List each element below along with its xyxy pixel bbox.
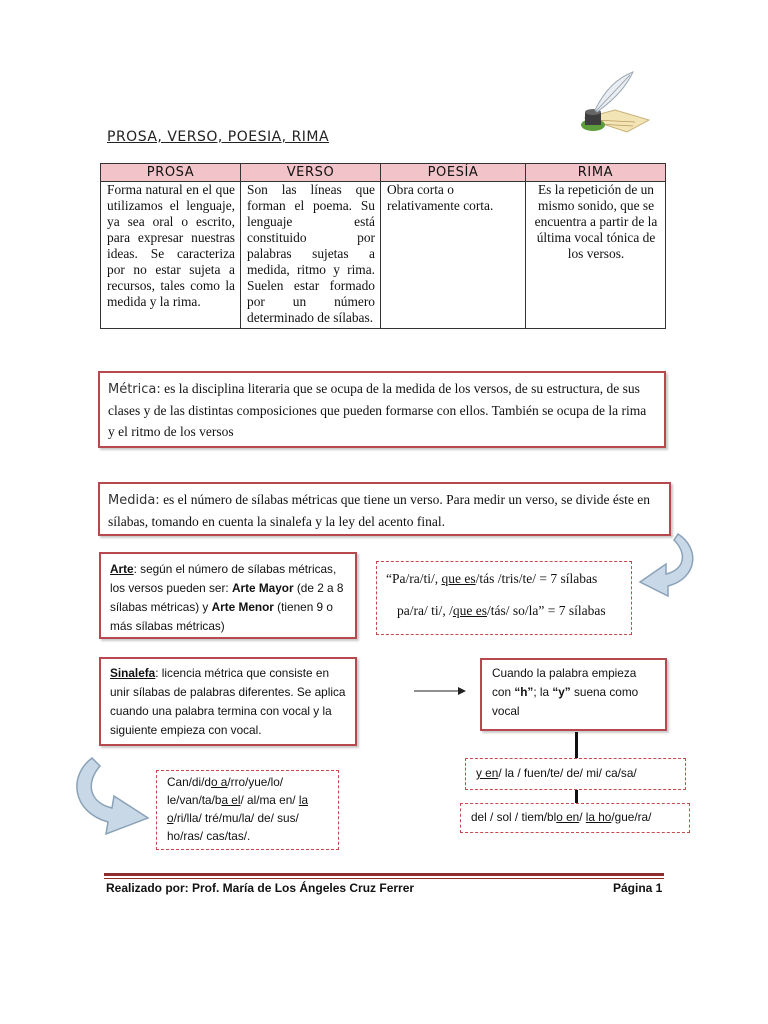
curved-arrow-icon: [66, 752, 154, 838]
sinalefa-text: : licencia métrica que consiste en unir sílabas de palabras diferentes. Se aplica cuando una palabra termina con vocal y la siguiente empieza con vocal.: [110, 666, 346, 737]
connector-line: [575, 732, 578, 760]
arte-text-1: : según el número de sílabas métricas, los versos pueden ser:: [110, 562, 337, 595]
arte-text-3: (tienen 9 o más sílabas métricas): [110, 600, 333, 633]
medida-box: [98, 482, 671, 536]
sinalefa-box: [99, 657, 357, 746]
header-prosa: PROSA: [101, 164, 241, 182]
measure-example-box: [376, 561, 632, 635]
footer-page-number: Página 1: [613, 881, 663, 895]
arte-term: Arte: [110, 562, 134, 576]
cell-rima: Es la repetición de un mismo sonido, que se encuentra a partir de la última vocal tónica de los versos.: [526, 182, 666, 329]
definitions-table: [100, 163, 666, 329]
arte-mayor: Arte Mayor: [231, 581, 294, 595]
page-title: PROSA, VERSO, POESIA, RIMA: [107, 129, 330, 145]
measure-line-1: “Pa/ra/ti/, que es/tás /tris/te/ = 7 sílabas: [386, 571, 598, 586]
header-poesia: POESÍA: [381, 164, 526, 182]
medida-text: es el número de sílabas métricas que tiene un verso. Para medir un verso, se divide éste en sílabas, tomando en cuenta la sinalefa y la ley del acento final.: [108, 492, 651, 529]
arte-menor: Arte Menor: [211, 600, 274, 614]
header-rima: RIMA: [526, 164, 666, 182]
arte-box: [99, 552, 357, 639]
footer-divider: [104, 873, 664, 876]
cell-poesia: Obra corta o relativamente corta.: [381, 182, 526, 329]
cell-verso: Son las líneas que forman el poema. Su lenguaje está constituido por palabras sujetas a medida, ritmo y rima. Suelen estar formado por un número determinado de sílabas.: [241, 182, 381, 329]
table-header-row: [101, 164, 666, 182]
measure-line-2: pa/ra/ ti/, /que es/tás/ so/la” = 7 sílabas: [397, 603, 606, 618]
table-row: [101, 182, 666, 329]
sinalefa-example-box: Can/di/do a/rro/yue/lo/ le/van/ta/ba el/ al/ma en/ la o/ri/lla/ tré/mu/la/ de/ sus/ ho/ras/ cas/tas/.: [156, 770, 339, 850]
metrica-term: Métrica:: [108, 382, 161, 397]
y-letter: “y”: [552, 685, 571, 699]
metrica-box: [98, 371, 666, 448]
sinalefa-term: Sinalefa: [110, 666, 156, 680]
cell-prosa: Forma natural en el que utilizamos el lenguaje, ya sea oral o escrito, para expresar nuestras ideas. Se caracteriza por no estar sujeta a recursos, tales como la medida y la rima.: [101, 182, 241, 329]
footer-divider: [104, 878, 664, 879]
quill-ink-illustration: [575, 70, 655, 145]
medida-term: Medida:: [108, 493, 160, 508]
right-arrow-icon: [414, 685, 466, 697]
metrica-text: es la disciplina literaria que se ocupa de la medida de los versos, de su estructura, de sus clases y de las distintas composiciones que pueden formarse con ellos. También se ocupa de la rima y el ritmo de los versos: [108, 381, 647, 439]
h-example-box: del / sol / tiem/blo en/ la ho/gue/ra/: [460, 803, 690, 833]
footer-author: Realizado por: Prof. María de Los Ángeles Cruz Ferrer: [106, 881, 415, 895]
header-verso: VERSO: [241, 164, 381, 182]
h-y-note-box: Cuando la palabra empieza con “h”; la “y” suena como vocal: [480, 658, 667, 731]
y-example-box: y en/ la / fuen/te/ de/ mi/ ca/sa/: [465, 758, 686, 790]
arte-text-2: (de 2 a 8 sílabas métricas) y: [110, 581, 344, 614]
connector-line: [575, 789, 578, 803]
curved-arrow-icon: [634, 530, 704, 602]
h-letter: “h”: [514, 685, 534, 699]
